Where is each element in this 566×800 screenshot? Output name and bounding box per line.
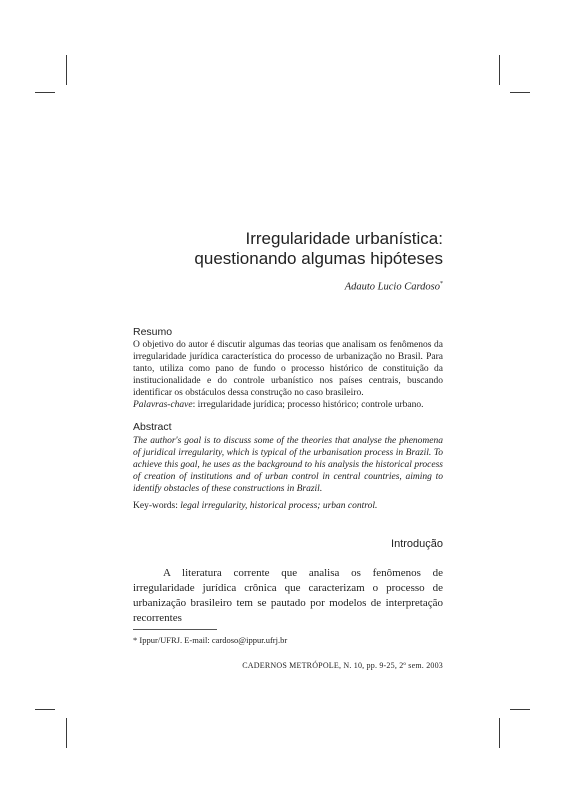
crop-mark-bottom-right-vertical xyxy=(499,718,500,748)
abstract-keywords-label: Key-words: xyxy=(133,501,181,511)
abstract-heading: Abstract xyxy=(133,421,172,433)
crop-mark-bottom-right-horizontal xyxy=(510,709,530,710)
abstract-text xyxy=(133,435,443,495)
crop-mark-top-left-horizontal xyxy=(35,92,55,93)
footnote-rule xyxy=(133,629,217,630)
resumo-keywords xyxy=(133,399,443,411)
resumo-keywords-label: Palavras-chave xyxy=(133,400,193,410)
author-line xyxy=(133,281,443,293)
abstract-keywords-values: legal irregularity, historical process; urban control. xyxy=(180,501,378,511)
footnote: * Ippur/UFRJ. E-mail: cardoso@ippur.ufrj.br xyxy=(133,635,288,645)
author-name: Adauto Lucio Cardoso xyxy=(344,281,440,293)
abstract-keywords xyxy=(133,500,443,512)
crop-mark-top-right-horizontal xyxy=(510,92,530,93)
journal-reference: CADERNOS METRÓPOLE, N. 10, pp. 9-25, 2º sem. 2003 xyxy=(242,661,443,670)
article-title-line-2: questionando algumas hipóteses xyxy=(194,249,443,268)
introducao-text: A literatura corrente que analisa os fenômenos de irregularidade jurídica crônica que caracterizam o processo de urbanização brasileiro tem se pautado por modelos de interpretação recorrentes xyxy=(133,567,443,624)
article-title-line-1: Irregularidade urbanística: xyxy=(245,229,443,248)
author-footnote-mark: * xyxy=(440,281,443,287)
crop-mark-bottom-left-horizontal xyxy=(35,709,55,710)
crop-mark-top-left-vertical xyxy=(66,55,67,85)
resumo-keywords-values: : irregularidade jurídica; processo histórico; controle urbano. xyxy=(192,400,424,410)
resumo-text: O objetivo do autor é discutir algumas das teorias que analisam os fenômenos da irregularidade jurídica característica do processo de urbanização no Brasil. Para tanto, utiliza como pano de fundo o processo histórico de constituição da institucionalidade e do controle urbanístico nos países centrais, buscando identificar os obstáculos dessa construção no caso brasileiro. xyxy=(133,340,443,398)
abstract-text-body: The author's goal is to discuss some of the theories that analyse the phenomena of juridical irregularity, which is typical of the urbanisation process in Brazil. To achieve this goal, he uses as the background to his analysis the historical process of creation of institutions and of urban control in central countries, aiming to identify obstacles of these constructions in Brazil. xyxy=(133,436,443,494)
resumo-heading: Resumo xyxy=(133,326,173,338)
article-title xyxy=(133,229,443,269)
crop-mark-top-right-vertical xyxy=(499,55,500,85)
introducao-heading: Introdução xyxy=(391,538,443,550)
crop-mark-bottom-left-vertical xyxy=(66,718,67,748)
